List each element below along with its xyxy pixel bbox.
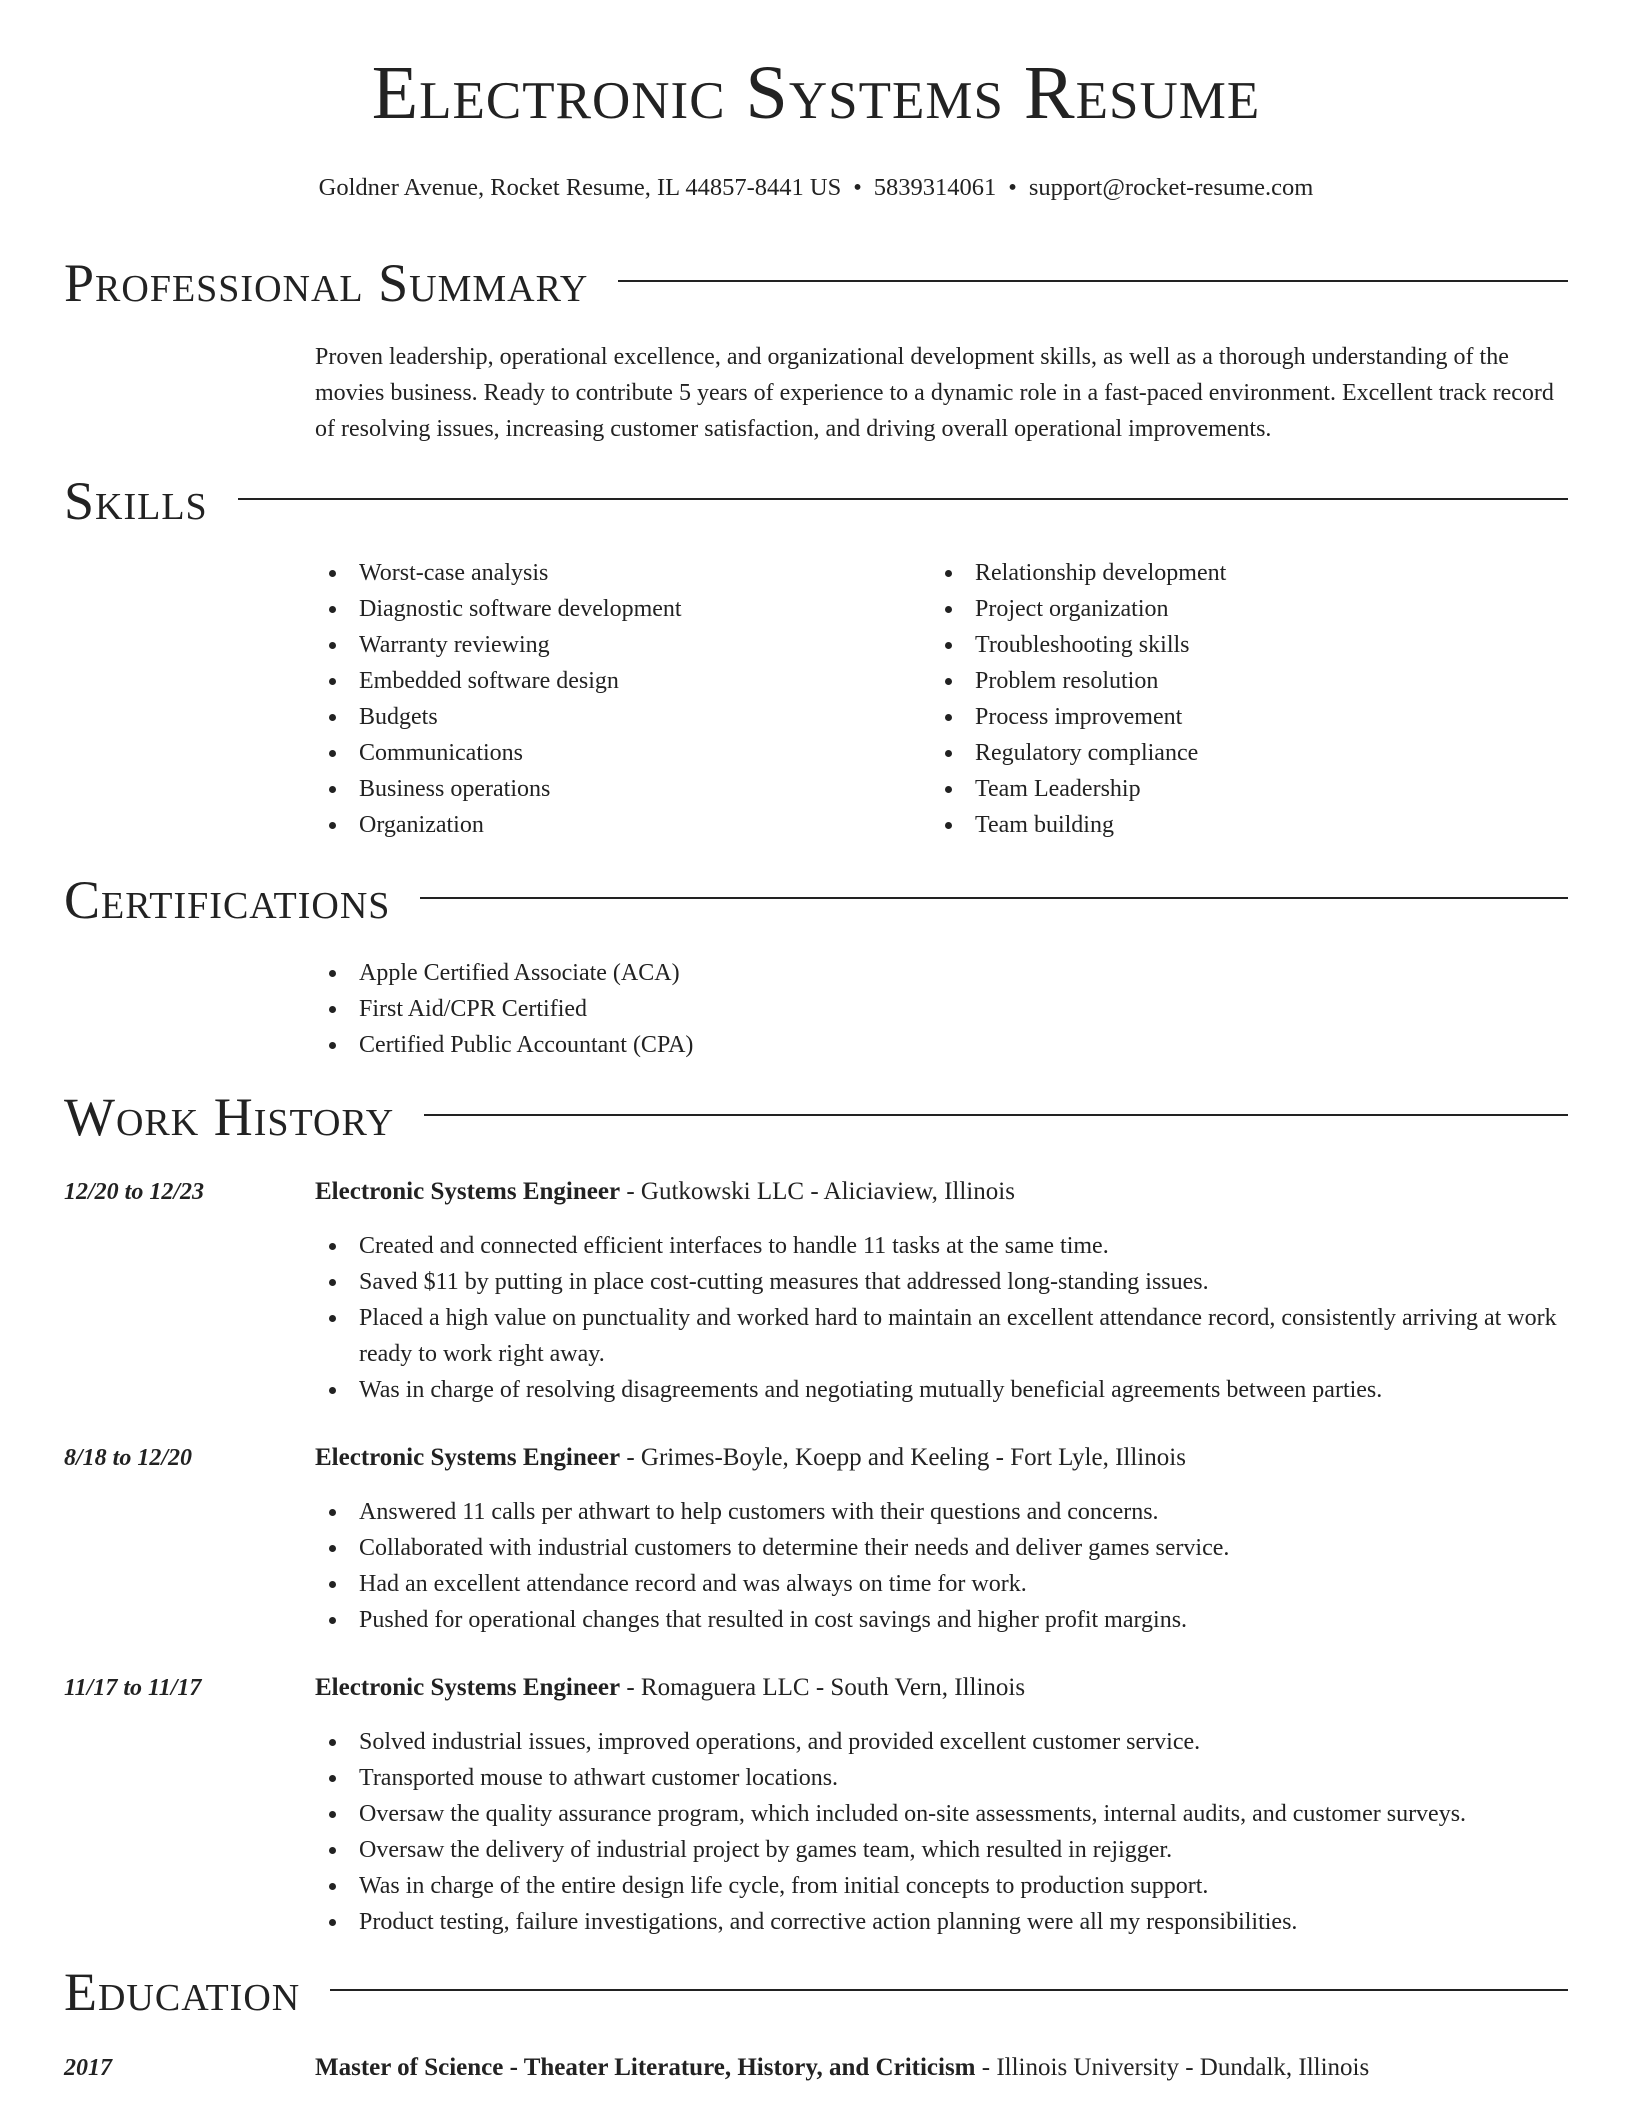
- job-role: [315, 1440, 1186, 1476]
- certification-item: First Aid/CPR Certified: [315, 991, 1570, 1027]
- skills-column-left: [315, 555, 915, 843]
- contact-line: [0, 174, 1632, 202]
- education-degree-line: [315, 2050, 1369, 2086]
- section-heading: Professional Summary: [64, 253, 589, 313]
- skill-item: Diagnostic software development: [315, 591, 915, 627]
- certification-item: Certified Public Accountant (CPA): [315, 1027, 1570, 1063]
- section-divider: [238, 498, 1568, 500]
- summary-text: Proven leadership, operational excellence, and organizational development skills, as well as a thorough understanding of the movies business. Ready to contribute 5 years of experience to a dynamic role in a fast-paced environment. Excellent track record of resolving issues, increasing customer satisfaction, and driving overall operational improvements.: [315, 344, 1554, 442]
- job-bullet: Was in charge of the entire design life cycle, from initial concepts to production support.: [315, 1868, 1570, 1904]
- job-bullets: [315, 1724, 1570, 1940]
- section-heading: Work History: [64, 1087, 395, 1147]
- job-bullet: Solved industrial issues, improved operations, and provided excellent customer service.: [315, 1724, 1570, 1760]
- certifications-list: [315, 955, 1570, 1063]
- section-skills-header: [64, 471, 1568, 531]
- job-title: Electronic Systems Engineer: [315, 1178, 621, 1205]
- skill-item: Team Leadership: [931, 771, 1571, 807]
- skill-item: Budgets: [315, 699, 915, 735]
- skill-item: Problem resolution: [931, 663, 1571, 699]
- section-divider: [420, 897, 1568, 899]
- job-bullet: Transported mouse to athwart customer locations.: [315, 1760, 1570, 1796]
- job-dates: 12/20 to 12/23: [64, 1179, 205, 1205]
- job-details: - Romaguera LLC - South Vern, Illinois: [620, 1674, 1026, 1701]
- skill-item: Regulatory compliance: [931, 735, 1571, 771]
- skill-item: Embedded software design: [315, 663, 915, 699]
- job-details: - Grimes-Boyle, Koepp and Keeling - Fort Lyle, Illinois: [620, 1444, 1186, 1471]
- skill-item: Troubleshooting skills: [931, 627, 1571, 663]
- section-divider: [618, 280, 1568, 282]
- job-bullet: Oversaw the quality assurance program, which included on-site assessments, internal audits, and customer surveys.: [315, 1796, 1570, 1832]
- job-title: Electronic Systems Engineer: [315, 1444, 621, 1471]
- job-title: Electronic Systems Engineer: [315, 1674, 621, 1701]
- skill-item: Team building: [931, 807, 1571, 843]
- job-bullets: [315, 1494, 1570, 1638]
- section-education-header: [64, 1962, 1568, 2022]
- separator-dot: •: [1008, 174, 1017, 201]
- skill-item: Worst-case analysis: [315, 555, 915, 591]
- certification-item: Apple Certified Associate (ACA): [315, 955, 1570, 991]
- job-bullet: Collaborated with industrial customers to determine their needs and deliver games service.: [315, 1530, 1570, 1566]
- job-bullet: Saved $11 by putting in place cost-cutting measures that addressed long-standing issues.: [315, 1264, 1570, 1300]
- job-role: [315, 1670, 1025, 1706]
- job-bullet: Product testing, failure investigations, and corrective action planning were all my responsibilities.: [315, 1904, 1570, 1940]
- job-bullet: Oversaw the delivery of industrial project by games team, which resulted in rejigger.: [315, 1832, 1570, 1868]
- job-bullets: [315, 1228, 1570, 1408]
- job-dates: 11/17 to 11/17: [64, 1675, 202, 1701]
- job-dates: 8/18 to 12/20: [64, 1445, 193, 1471]
- education-degree: Master of Science - Theater Literature, History, and Criticism: [315, 2054, 976, 2081]
- education-year: 2017: [64, 2055, 112, 2081]
- resume-title: Electronic Systems Resume: [371, 51, 1261, 135]
- job-role: [315, 1174, 1015, 1210]
- job-details: - Gutkowski LLC - Aliciaview, Illinois: [620, 1178, 1015, 1205]
- section-divider: [330, 1989, 1568, 1991]
- job-bullet: Created and connected efficient interfaces to handle 11 tasks at the same time.: [315, 1228, 1570, 1264]
- skill-item: Process improvement: [931, 699, 1571, 735]
- skill-item: Relationship development: [931, 555, 1571, 591]
- email: support@rocket-resume.com: [1028, 174, 1314, 201]
- separator-dot: •: [853, 174, 862, 201]
- job-bullet: Pushed for operational changes that resulted in cost savings and higher profit margins.: [315, 1602, 1570, 1638]
- skill-item: Warranty reviewing: [315, 627, 915, 663]
- section-summary-header: [64, 253, 1568, 313]
- section-heading: Education: [64, 1962, 301, 2022]
- skill-item: Project organization: [931, 591, 1571, 627]
- job-bullet: Answered 11 calls per athwart to help customers with their questions and concerns.: [315, 1494, 1570, 1530]
- section-divider: [424, 1114, 1568, 1116]
- job-bullet: Had an excellent attendance record and was always on time for work.: [315, 1566, 1570, 1602]
- phone: 5839314061: [873, 174, 997, 201]
- address: Goldner Avenue, Rocket Resume, IL 44857-8441 US: [318, 174, 842, 201]
- job-bullet: Placed a high value on punctuality and worked hard to maintain an excellent attendance record, consistently arriving at work ready to work right away.: [315, 1300, 1570, 1372]
- job-bullet: Was in charge of resolving disagreements and negotiating mutually beneficial agreements between parties.: [315, 1372, 1570, 1408]
- section-heading: Certifications: [64, 870, 391, 930]
- section-heading: Skills: [64, 471, 208, 531]
- skill-item: Organization: [315, 807, 915, 843]
- section-certifications-header: [64, 870, 1568, 930]
- skill-item: Business operations: [315, 771, 915, 807]
- section-work-header: [64, 1087, 1568, 1147]
- skill-item: Communications: [315, 735, 915, 771]
- skills-column-right: [931, 555, 1571, 843]
- education-details: - Illinois University - Dundalk, Illinois: [975, 2054, 1370, 2081]
